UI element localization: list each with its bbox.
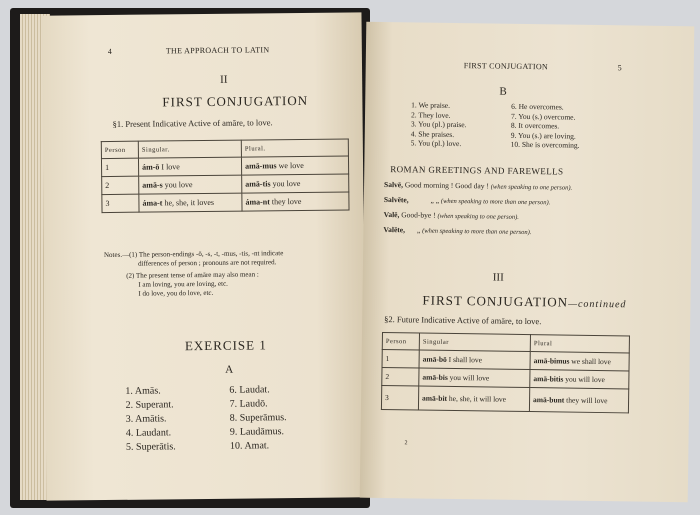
- left-page: [41, 12, 366, 500]
- person-cell: 1: [101, 158, 138, 176]
- greeting-meaning: Good-bye !: [401, 210, 436, 220]
- title-continued: —continued: [568, 298, 627, 311]
- list-item: 6. Laudat.: [229, 384, 270, 396]
- greeting-note: (when speaking to one person).: [490, 183, 573, 192]
- section-b-title: B: [499, 85, 507, 98]
- person-cell: 1: [382, 349, 419, 368]
- plural-cell: [242, 192, 349, 211]
- meaning: they love: [271, 196, 302, 207]
- list-item: 5. You (pl.) love.: [410, 138, 462, 149]
- left-roman-numeral: II: [220, 73, 228, 86]
- meaning: I love: [161, 162, 180, 172]
- singular-cell: [418, 386, 529, 412]
- list-item: 10. Amat.: [229, 440, 270, 452]
- col-singular: Singular: [419, 333, 530, 352]
- list-item: 2. They love.: [410, 109, 451, 120]
- notes-block: [104, 249, 284, 299]
- list-item: 8. Superāmus.: [229, 412, 287, 424]
- right-roman-numeral: III: [492, 271, 504, 284]
- future-tense-table: [381, 332, 630, 413]
- form: amā-bunt: [533, 395, 565, 405]
- greeting-meaning: „: [416, 225, 421, 235]
- person-cell: 2: [382, 367, 419, 386]
- exercise-subtitle: A: [225, 363, 234, 376]
- form: amā-mus: [245, 161, 277, 171]
- col-person: Person: [101, 141, 138, 158]
- greeting-word: Salvēte,: [383, 194, 409, 205]
- signature-mark: 2: [404, 440, 408, 447]
- list-item: 7. You (s.) overcome.: [510, 111, 576, 122]
- exercise-column-2: [229, 383, 287, 454]
- right-section-heading: §2. Future Indicative Active of amāre, to love.: [384, 314, 542, 327]
- singular-cell: [139, 175, 242, 194]
- col-plural: Plural: [530, 335, 629, 353]
- list-item: 1. Amās.: [125, 385, 161, 397]
- list-item: 2. Superant.: [125, 399, 174, 411]
- right-page: [360, 22, 695, 503]
- left-page-number: 4: [107, 46, 113, 56]
- greeting-word: Valēte,: [383, 224, 406, 235]
- greeting-row: [383, 223, 571, 241]
- form: amā-bis: [422, 372, 448, 382]
- note-line: I do love, you do love, etc.: [138, 288, 214, 298]
- left-running-head: THE APPROACH TO LATIN: [165, 45, 270, 56]
- exercise-title: EXERCISE 1: [184, 337, 267, 354]
- plural-cell: [529, 388, 628, 413]
- note-line: I am loving, you are loving, etc.: [138, 279, 228, 289]
- meaning: you love: [164, 180, 193, 190]
- right-page-number: 5: [617, 63, 623, 73]
- form: amā-bit: [422, 393, 448, 403]
- singular-cell: [419, 350, 530, 370]
- plural-cell: [530, 370, 629, 389]
- greeting-note: (when speaking to one person).: [437, 212, 519, 221]
- greeting-word: Valē,: [383, 209, 400, 220]
- greeting-word: Salvē,: [384, 179, 404, 190]
- table-row: [381, 385, 628, 412]
- meaning: we shall love: [571, 356, 611, 367]
- left-section-heading: §1. Present Indicative Active of amāre, to love.: [112, 117, 273, 129]
- greeting-note: (when speaking to more than one person).: [422, 227, 532, 237]
- greeting-meaning: „ „: [430, 195, 440, 205]
- left-chapter-title: FIRST CONJUGATION: [162, 92, 309, 110]
- greetings-list: [383, 178, 572, 241]
- form: amā-bō: [422, 354, 447, 364]
- note-line: differences of person ; pronouns are not required.: [138, 258, 277, 268]
- right-running-head: FIRST CONJUGATION: [463, 61, 549, 72]
- meaning: I shall love: [448, 354, 483, 365]
- plural-cell: [530, 352, 629, 371]
- form: amā-tis: [245, 179, 271, 189]
- form: áma-nt: [245, 197, 270, 207]
- list-item: 7. Laudō.: [229, 398, 268, 410]
- form: amā-bimus: [533, 356, 570, 366]
- list-item: 4. Laudant.: [125, 427, 172, 439]
- list-item: 1. We praise.: [411, 100, 451, 110]
- meaning: you will love: [565, 374, 605, 385]
- plural-cell: [242, 174, 349, 193]
- b-column-1: [411, 100, 467, 148]
- list-item: 9. Laudāmus.: [229, 426, 285, 438]
- title-text: FIRST CONJUGATION: [422, 292, 569, 310]
- note-line: Notes.—(1) The person-endings -ō, -s, -t, -mus, -tis, -nt indicate: [103, 249, 284, 260]
- list-item: 4. She praises.: [410, 128, 455, 139]
- exercise-column-1: [125, 384, 175, 455]
- singular-cell: [419, 368, 530, 388]
- list-item: 8. It overcomes.: [510, 120, 560, 131]
- meaning: we love: [278, 160, 304, 171]
- list-item: 6. He overcomes.: [511, 101, 564, 112]
- b-column-2: [511, 102, 581, 150]
- list-item: 3. You (pl.) praise.: [410, 119, 467, 130]
- singular-cell: [139, 193, 242, 212]
- greetings-title: ROMAN GREETINGS AND FAREWELLS: [390, 164, 564, 177]
- meaning: he, she, it will love: [448, 393, 507, 404]
- meaning: they will love: [566, 395, 608, 406]
- form: amā-bitis: [533, 374, 564, 384]
- present-tense-table: [101, 138, 350, 213]
- meaning: he, she, it loves: [164, 197, 215, 208]
- singular-cell: [138, 157, 241, 176]
- list-item: 9. You (s.) are loving.: [510, 130, 576, 141]
- col-plural: Plural.: [241, 139, 348, 157]
- person-cell: 3: [102, 194, 139, 212]
- person-cell: 3: [381, 385, 418, 410]
- form: ám-ō: [142, 162, 160, 172]
- plural-cell: [241, 156, 348, 175]
- form: áma-t: [142, 198, 163, 208]
- col-singular: Singular.: [138, 140, 241, 158]
- form: amā-s: [142, 180, 163, 190]
- greeting-meaning: Good morning ! Good day !: [404, 180, 489, 191]
- list-item: 5. Superātis.: [125, 441, 176, 453]
- list-item: 10. She is overcoming.: [510, 139, 580, 150]
- note-line: (2) The present tense of amāre may also mean :: [126, 270, 259, 280]
- person-cell: 2: [102, 176, 139, 194]
- meaning: you love: [272, 178, 301, 189]
- list-item: 3. Amātis.: [125, 413, 167, 425]
- col-person: Person: [382, 332, 419, 350]
- meaning: you will love: [449, 372, 490, 383]
- right-chapter-title: [422, 293, 626, 312]
- greeting-note: (when speaking to more than one person).: [440, 197, 551, 207]
- table-row: [102, 192, 349, 213]
